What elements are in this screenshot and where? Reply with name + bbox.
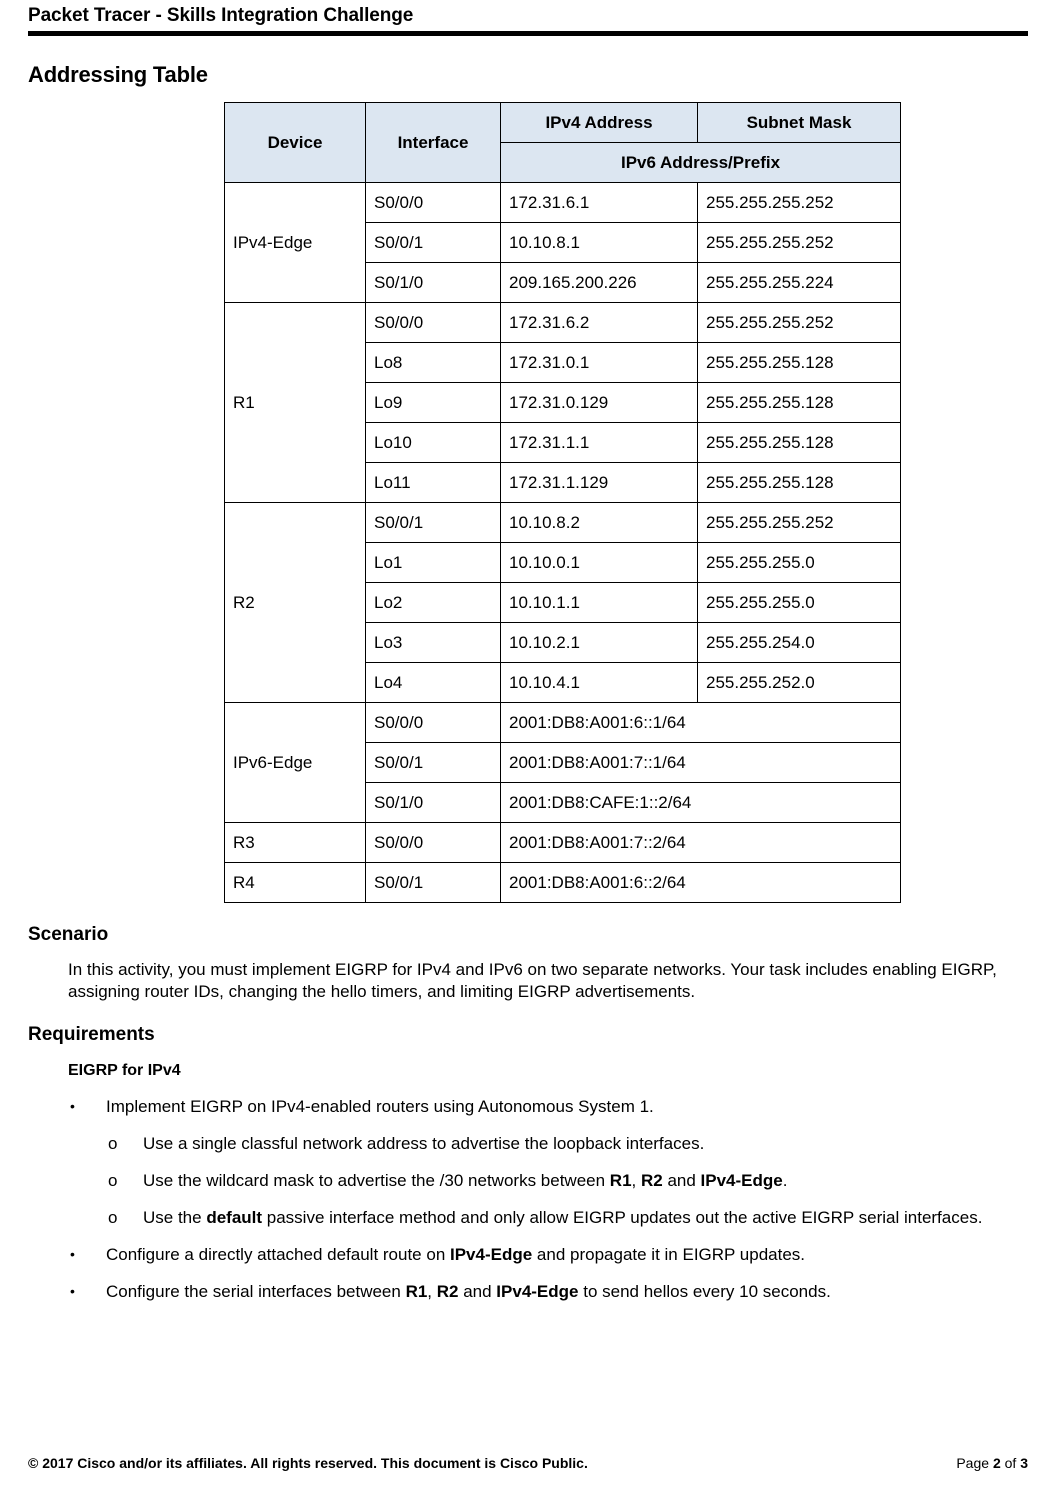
cell-interface: Lo2 [366, 583, 501, 623]
cell-device: R3 [225, 823, 366, 863]
cell-subnet-mask: 255.255.255.128 [698, 343, 901, 383]
requirement-bullet [28, 1095, 1028, 1118]
table-row [225, 703, 901, 743]
column-header-ipv6-address-prefix: IPv6 Address/Prefix [501, 143, 901, 183]
cell-subnet-mask: 255.255.252.0 [698, 663, 901, 703]
document-footer [28, 1454, 1028, 1472]
requirement-bullet-text: Implement EIGRP on IPv4-enabled routers using Autonomous System 1. [106, 1097, 654, 1116]
cell-interface: S0/0/0 [366, 183, 501, 223]
cell-interface: Lo1 [366, 543, 501, 583]
cell-ipv4-address: 172.31.1.1 [501, 423, 698, 463]
footer-page-total: 3 [1020, 1455, 1028, 1471]
requirement-bullet [28, 1280, 1028, 1303]
cell-interface: S0/0/1 [366, 223, 501, 263]
cell-interface: Lo9 [366, 383, 501, 423]
requirement-bullet-emphasis: IPv4-Edge [496, 1282, 579, 1301]
requirement-bullet-text: Configure a directly attached default route on [106, 1245, 450, 1264]
cell-interface: S0/0/0 [366, 823, 501, 863]
requirements-heading: Requirements [28, 1024, 155, 1045]
cell-interface: S0/1/0 [366, 263, 501, 303]
requirement-sub-bullet-body [143, 1208, 982, 1227]
cell-interface: S0/1/0 [366, 783, 501, 823]
requirement-bullet-emphasis: R1 [405, 1282, 428, 1301]
cell-interface: S0/0/1 [366, 743, 501, 783]
addressing-table-body [225, 183, 901, 903]
cell-interface: S0/0/0 [366, 703, 501, 743]
cell-interface: S0/0/1 [366, 863, 501, 903]
requirement-bullet-body [106, 1245, 805, 1264]
requirement-sub-bullet [28, 1169, 1028, 1192]
cell-ipv4-address: 172.31.1.129 [501, 463, 698, 503]
cell-ipv4-address: 172.31.0.129 [501, 383, 698, 423]
cell-interface: Lo11 [366, 463, 501, 503]
header-rule-divider [28, 31, 1028, 36]
addressing-table-container [28, 102, 1028, 903]
requirement-bullet-text: and [458, 1282, 497, 1301]
addressing-table-heading: Addressing Table [28, 62, 208, 87]
table-row [225, 823, 901, 863]
requirement-sub-bullet-emphasis: R2 [640, 1171, 663, 1190]
requirement-bullet-emphasis: IPv4-Edge [450, 1245, 533, 1264]
table-row [225, 863, 901, 903]
table-header-row-1 [225, 103, 901, 143]
requirements-subheading-eigrp-ipv4: EIGRP for IPv4 [68, 1062, 181, 1079]
cell-ipv6-address-prefix: 2001:DB8:CAFE:1::2/64 [501, 783, 901, 823]
document-title: Packet Tracer - Skills Integration Challenge [28, 5, 414, 26]
cell-ipv4-address: 10.10.1.1 [501, 583, 698, 623]
addressing-table [224, 102, 901, 903]
requirement-bullet-text: to send hellos every 10 seconds. [578, 1282, 831, 1301]
scenario-heading: Scenario [28, 924, 109, 945]
requirement-sub-bullet-emphasis: R1 [609, 1171, 632, 1190]
cell-subnet-mask: 255.255.254.0 [698, 623, 901, 663]
bullet-marker-icon: • [70, 1246, 75, 1262]
cell-interface: Lo3 [366, 623, 501, 663]
cell-subnet-mask: 255.255.255.0 [698, 583, 901, 623]
requirement-bullet-body [106, 1282, 831, 1301]
cell-device: R1 [225, 303, 366, 503]
cell-device: IPv4-Edge [225, 183, 366, 303]
cell-device: R4 [225, 863, 366, 903]
cell-ipv6-address-prefix: 2001:DB8:A001:7::2/64 [501, 823, 901, 863]
cell-subnet-mask: 255.255.255.252 [698, 183, 901, 223]
requirement-bullet-text: and propagate it in EIGRP updates. [532, 1245, 806, 1264]
cell-ipv4-address: 172.31.0.1 [501, 343, 698, 383]
requirements-bullet-list [28, 1095, 1028, 1303]
cell-subnet-mask: 255.255.255.0 [698, 543, 901, 583]
column-header-ipv4-address: IPv4 Address [501, 103, 698, 143]
cell-interface: Lo4 [366, 663, 501, 703]
requirement-sub-bullet [28, 1206, 1028, 1229]
sub-bullet-marker-icon: o [108, 1134, 118, 1153]
cell-interface: Lo10 [366, 423, 501, 463]
footer-page-prefix: Page [956, 1455, 993, 1471]
column-header-subnet-mask: Subnet Mask [698, 103, 901, 143]
cell-ipv4-address: 10.10.4.1 [501, 663, 698, 703]
cell-ipv4-address: 172.31.6.1 [501, 183, 698, 223]
requirement-sub-bullet-text: , [631, 1171, 641, 1190]
table-row [225, 303, 901, 343]
addressing-table-head [225, 103, 901, 183]
cell-subnet-mask: 255.255.255.128 [698, 423, 901, 463]
requirement-sub-bullet-emphasis: default [206, 1208, 263, 1227]
requirement-sub-bullet-text: and [662, 1171, 701, 1190]
cell-subnet-mask: 255.255.255.252 [698, 223, 901, 263]
cell-subnet-mask: 255.255.255.224 [698, 263, 901, 303]
requirement-sub-bullet-text: . [782, 1171, 788, 1190]
cell-interface: Lo8 [366, 343, 501, 383]
requirement-sub-bullet-text: Use a single classful network address to advertise the loopback interfaces. [143, 1134, 705, 1153]
footer-page-current: 2 [992, 1455, 1001, 1471]
requirement-sub-bullet-text: Use the wildcard mask to advertise the /30 networks between [143, 1171, 610, 1190]
cell-interface: S0/0/1 [366, 503, 501, 543]
cell-interface: S0/0/0 [366, 303, 501, 343]
bullet-marker-icon: • [70, 1283, 75, 1299]
cell-subnet-mask: 255.255.255.252 [698, 503, 901, 543]
sub-bullet-marker-icon: o [108, 1208, 118, 1227]
footer-page-middle: of [1000, 1455, 1021, 1471]
cell-ipv4-address: 10.10.2.1 [501, 623, 698, 663]
cell-ipv6-address-prefix: 2001:DB8:A001:7::1/64 [501, 743, 901, 783]
requirement-sub-bullet-body [143, 1171, 787, 1190]
requirement-bullet-text: , [427, 1282, 437, 1301]
requirement-bullet-emphasis: R2 [436, 1282, 459, 1301]
table-row [225, 503, 901, 543]
table-row [225, 183, 901, 223]
requirement-bullet [28, 1243, 1028, 1266]
requirement-sub-bullet-list [28, 1132, 1028, 1229]
cell-device: IPv6-Edge [225, 703, 366, 823]
cell-ipv6-address-prefix: 2001:DB8:A001:6::1/64 [501, 703, 901, 743]
column-header-device: Device [225, 103, 366, 183]
cell-subnet-mask: 255.255.255.128 [698, 463, 901, 503]
requirement-bullet-body [106, 1097, 654, 1116]
scenario-paragraph: In this activity, you must implement EIGRP for IPv4 and IPv6 on two separate networks. Your task includes enabling EIGRP, assigning router IDs, changing the hello timers, and limiting EIGRP advertisements. [68, 960, 997, 1001]
cell-subnet-mask: 255.255.255.252 [698, 303, 901, 343]
requirement-sub-bullet-text: passive interface method and only allow EIGRP updates out the active EIGRP serial interfaces. [262, 1208, 983, 1227]
cell-ipv4-address: 172.31.6.2 [501, 303, 698, 343]
cell-ipv4-address: 209.165.200.226 [501, 263, 698, 303]
cell-ipv6-address-prefix: 2001:DB8:A001:6::2/64 [501, 863, 901, 903]
requirement-sub-bullet-text: Use the [143, 1208, 207, 1227]
requirement-sub-bullet-container [28, 1132, 1028, 1229]
cell-device: R2 [225, 503, 366, 703]
cell-ipv4-address: 10.10.8.2 [501, 503, 698, 543]
column-header-interface: Interface [366, 103, 501, 183]
requirement-sub-bullet-body [143, 1134, 704, 1153]
sub-bullet-marker-icon: o [108, 1171, 118, 1190]
requirement-sub-bullet [28, 1132, 1028, 1155]
bullet-marker-icon: • [70, 1098, 75, 1114]
cell-ipv4-address: 10.10.0.1 [501, 543, 698, 583]
document-running-header [28, 0, 1028, 36]
footer-copyright: © 2017 Cisco and/or its affiliates. All rights reserved. This document is Cisco Public. [28, 1455, 588, 1471]
requirement-bullet-text: Configure the serial interfaces between [106, 1282, 406, 1301]
cell-ipv4-address: 10.10.8.1 [501, 223, 698, 263]
cell-subnet-mask: 255.255.255.128 [698, 383, 901, 423]
footer-page-number [956, 1454, 1028, 1472]
requirement-sub-bullet-emphasis: IPv4-Edge [700, 1171, 783, 1190]
